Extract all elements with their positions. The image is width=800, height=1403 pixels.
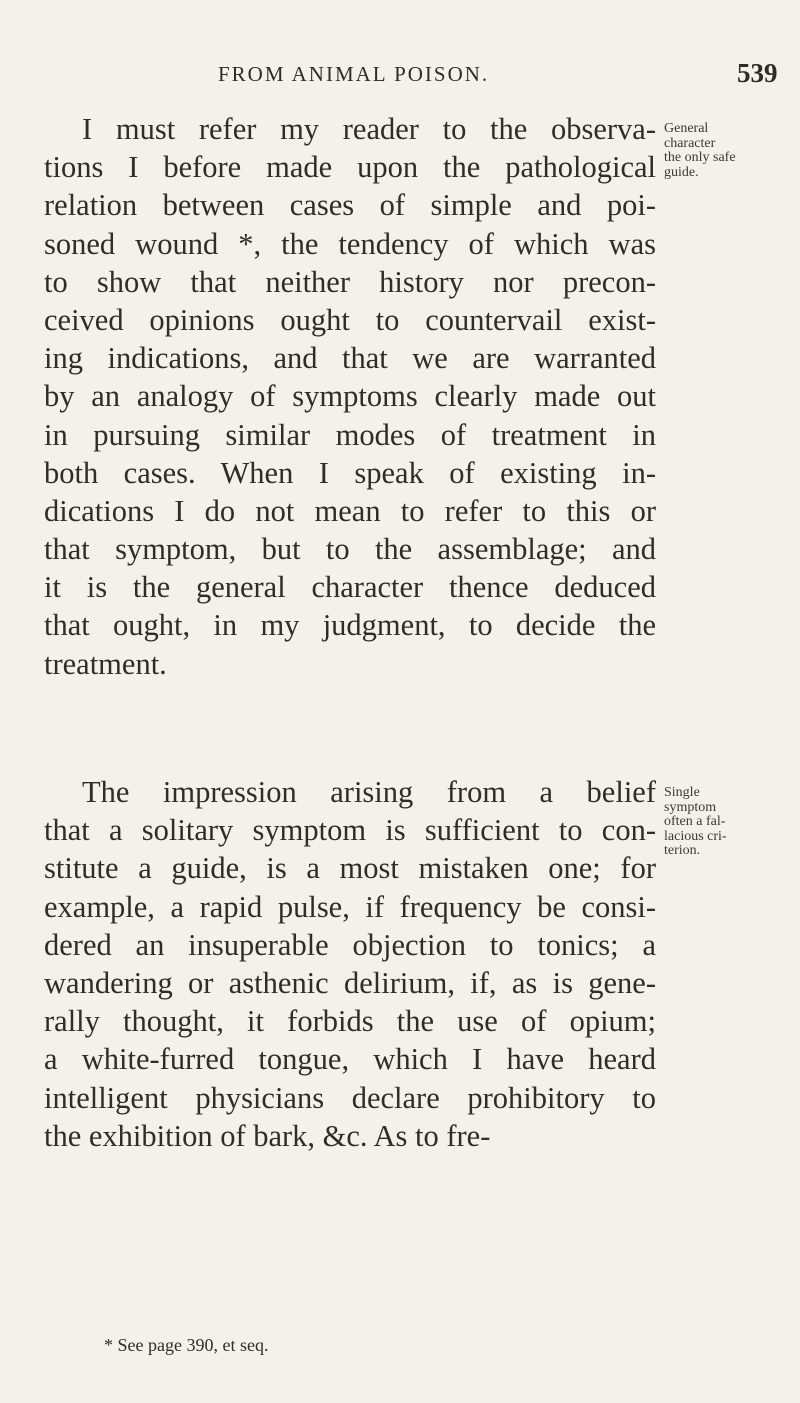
text-line: The impression arising from a belief (82, 775, 656, 809)
margin-note-line: Single (664, 785, 700, 800)
text-line: I must refer my reader to the observa- (82, 112, 656, 146)
text-line: both cases. When I speak of existing in- (44, 455, 656, 490)
text-line: a white-furred tongue, which I have heard (44, 1042, 656, 1077)
text-line: dered an insuperable objection to tonics; a (44, 927, 656, 962)
text-line: tions I before made upon the pathological (44, 150, 656, 185)
text-line: relation between cases of simple and poi- (44, 188, 656, 223)
text-line: wandering or asthenic delirium, if, as is gene- (44, 965, 656, 1000)
paragraph-1 (44, 110, 656, 683)
margin-note-2 (664, 786, 784, 859)
margin-note-line: guide. (664, 164, 699, 180)
margin-note-line: terion. (664, 843, 701, 858)
margin-note-line: lacious cri- (664, 828, 727, 844)
margin-note-1 (664, 122, 784, 180)
text-line: treatment. (44, 646, 167, 681)
text-line: dications I do not mean to refer to this or (44, 493, 656, 528)
paragraph-2 (44, 773, 656, 1155)
text-line: that ought, in my judgment, to decide the (44, 608, 656, 643)
text-line: to show that neither history nor precon- (44, 264, 656, 299)
footnote: * See page 390, et seq. (104, 1335, 269, 1355)
running-head: FROM ANIMAL POISON. (218, 62, 490, 86)
text-line: intelligent physicians declare prohibitory to (44, 1080, 656, 1115)
text-line: in pursuing similar modes of treatment in (44, 417, 656, 452)
text-line: example, a rapid pulse, if frequency be consi- (44, 889, 656, 924)
margin-note-line: General (664, 121, 709, 136)
text-line: soned wound *, the tendency of which was (44, 226, 656, 261)
text-line: ceived opinions ought to countervail exist- (44, 302, 656, 337)
text-line: it is the general character thence deduced (44, 570, 656, 605)
text-line: stitute a guide, is a most mistaken one; for (44, 851, 656, 886)
page-number: 539 (737, 58, 778, 88)
text-line: that symptom, but to the assemblage; and (44, 532, 656, 567)
page-header (0, 58, 800, 102)
text-line: the exhibition of bark, &c. As to fre- (44, 1118, 491, 1153)
text-line: that a solitary symptom is sufficient to con- (44, 813, 656, 848)
margin-note-line: symptom (664, 799, 717, 815)
margin-note-line: character (664, 135, 716, 151)
margin-note-line: the only safe (664, 150, 736, 165)
text-line: ing indications, and that we are warranted (44, 341, 656, 376)
margin-note-line: often a fal- (664, 814, 726, 829)
text-line: rally thought, it forbids the use of opium; (44, 1004, 656, 1039)
text-line: by an analogy of symptoms clearly made out (44, 379, 656, 414)
